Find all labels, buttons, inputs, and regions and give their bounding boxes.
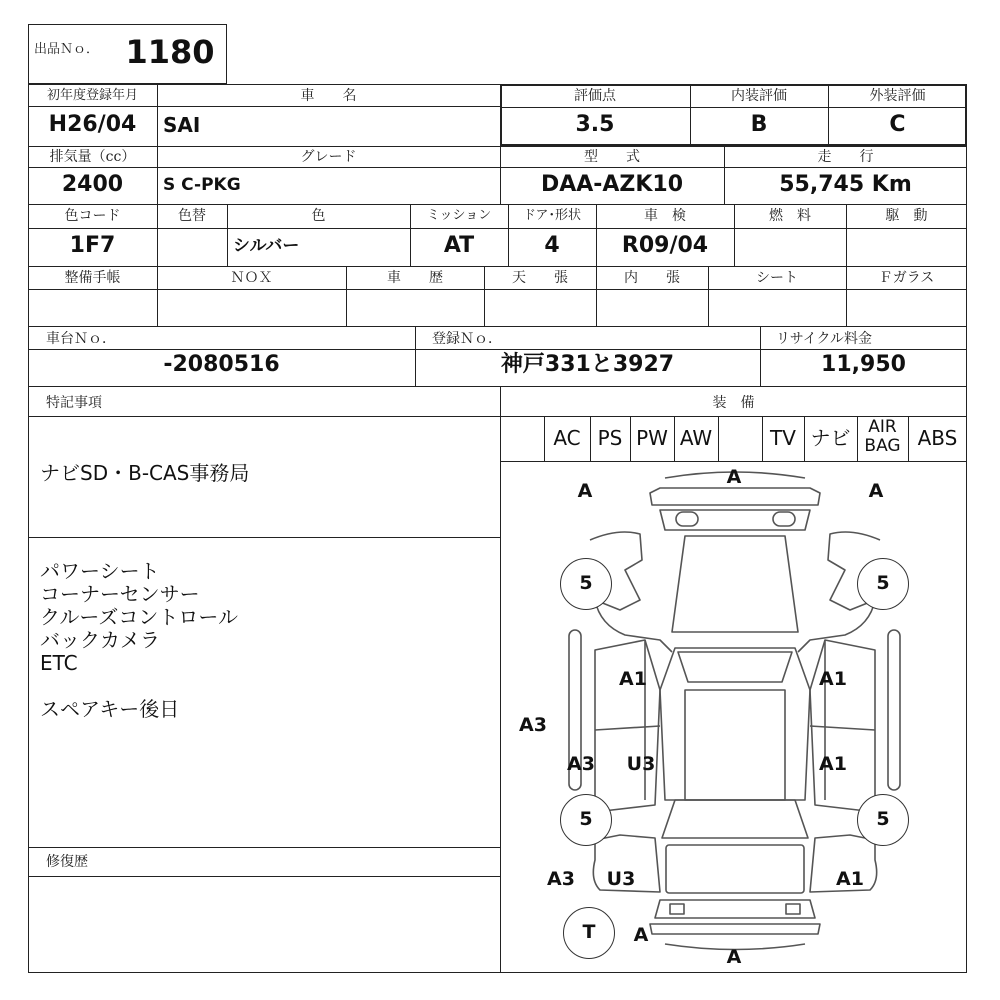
equipment-ps: PS (597, 426, 623, 450)
wheel-front-right: 5 (857, 558, 909, 610)
car-name-value: SAI (163, 113, 201, 137)
inspection-label: 車 検 (644, 208, 686, 224)
feature-item: コーナーセンサー (40, 582, 200, 606)
mileage-value: 55,745 Km (779, 172, 912, 197)
special-notes-label: 特記事項 (46, 395, 102, 411)
mark-front-left-corner: A (577, 480, 593, 502)
feature-item: バックカメラ (40, 628, 160, 652)
mileage-label: 走 行 (817, 149, 874, 165)
equipment-ac: AC (553, 426, 581, 450)
mark-left-fender-side: A3 (519, 714, 547, 736)
wheel-front-left: 5 (560, 558, 612, 610)
wheel-rear-left: 5 (560, 794, 612, 846)
recycle-value: 11,950 (821, 352, 906, 377)
nox-label: ＮＯＸ (230, 270, 273, 286)
exterior-value: C (889, 112, 906, 137)
car-name-label: 車 名 (300, 88, 357, 104)
equipment-airbag: AIR BAG (864, 417, 901, 456)
color-code-value: 1F7 (69, 233, 116, 258)
equipment-abs: ABS (917, 426, 958, 450)
wheel-rear-right: 5 (857, 794, 909, 846)
history-label: 車 歴 (387, 270, 443, 286)
recycle-label: リサイクル料金 (776, 331, 873, 347)
mark-left-front-door: A1 (619, 668, 647, 690)
color-value: シルバー (233, 236, 300, 256)
chassis-value: -2080516 (163, 352, 280, 377)
mark-left-rear-door-a: A3 (567, 753, 595, 775)
trunk-circle: T (563, 907, 615, 959)
lot-number-label: 出品Ｎｏ． (34, 42, 100, 57)
interior-trim-label: 内 張 (624, 270, 680, 286)
repaint-label: 色替 (178, 208, 206, 224)
interior-value: B (750, 112, 768, 137)
maintenance-label: 整備手帳 (64, 270, 121, 286)
car-damage-diagram (501, 462, 966, 972)
doors-value: 4 (544, 233, 560, 258)
doors-label: ドア･形状 (522, 208, 582, 223)
equipment-navi: ナビ (810, 426, 851, 450)
transmission-value: AT (443, 233, 475, 258)
score-label: 評価点 (574, 88, 616, 104)
score-value: 3.5 (575, 112, 615, 137)
glass-label: Ｆガラス (878, 270, 935, 286)
inspection-value: R09/04 (621, 233, 709, 258)
registration-value: 神戸331と3927 (500, 352, 675, 377)
feature-item: クルーズコントロール (40, 605, 238, 629)
equipment-pw: PW (636, 426, 668, 450)
first-reg-label: 初年度登録年月 (46, 88, 138, 103)
equipment-label: 装 備 (712, 395, 755, 411)
feature-item: ETC (40, 651, 78, 675)
lot-number: 1180 (125, 33, 215, 71)
mark-right-rear-door: A1 (819, 753, 847, 775)
mark-left-quarter-a: A3 (547, 868, 575, 890)
grade-label: グレード (300, 149, 357, 165)
displacement-value: 2400 (61, 172, 124, 197)
registration-label: 登録Ｎｏ． (432, 331, 502, 347)
roof-label: 天 張 (512, 270, 568, 286)
mark-right-front-door: A1 (819, 668, 847, 690)
equipment-tv: TV (770, 426, 796, 450)
fuel-label: 燃 料 (769, 208, 811, 224)
drive-label: 駆 動 (885, 208, 928, 224)
equipment-aw: AW (679, 426, 713, 450)
mark-left-quarter-u: U3 (606, 868, 636, 890)
color-code-label: 色コード (64, 208, 121, 224)
grade-value: S C-PKG (163, 175, 241, 195)
interior-label: 内装評価 (731, 88, 787, 104)
feature-item: スペアキー後日 (40, 697, 180, 721)
special-notes-text: ナビSD・B-CAS事務局 (40, 461, 250, 485)
mark-right-quarter: A1 (836, 868, 864, 890)
color-label: 色 (311, 208, 326, 224)
mark-front-right-corner: A (868, 480, 884, 502)
displacement-label: 排気量（cc） (49, 149, 136, 165)
model-label: 型 式 (584, 149, 640, 165)
exterior-label: 外装評価 (869, 88, 926, 104)
transmission-label: ミッション (426, 208, 492, 223)
model-value: DAA-AZK10 (540, 172, 684, 197)
repair-history-label: 修復歴 (46, 854, 88, 870)
seat-label: シート (756, 270, 798, 286)
mark-rear-bumper: A (726, 946, 742, 968)
mark-left-rear-door-u: U3 (626, 753, 656, 775)
first-reg-value: H26/04 (48, 112, 137, 137)
chassis-label: 車台Ｎｏ． (46, 331, 116, 347)
mark-rear: A (633, 924, 649, 946)
feature-item: パワーシート (40, 559, 160, 583)
mark-front-bumper: A (726, 466, 742, 488)
